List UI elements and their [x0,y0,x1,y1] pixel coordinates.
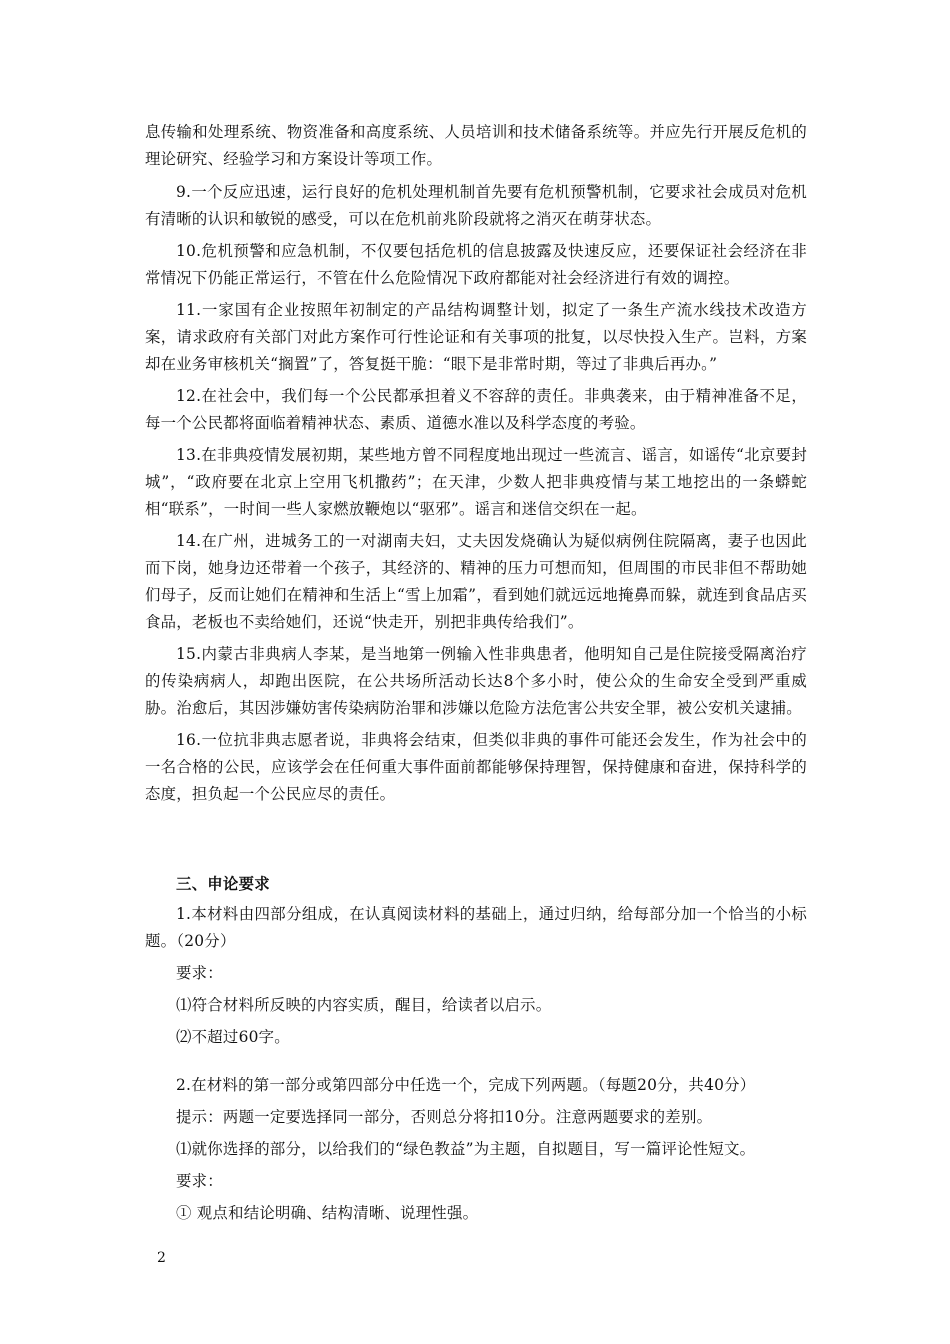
question-2-sub-1: ⑴就你选择的部分，以给我们的“绿色教益”为主题，自拟题目，写一篇评论性短文。 [176,1140,756,1158]
question-2-requirement-label: 要求： [176,1172,223,1190]
material-item-14: 14.在广州，进城务工的一对湖南夫妇，丈夫因发烧确认为疑似病例住院隔离，妻子也因此而下岗，她身边还带着一个孩子，其经济的、精神的压力可想而知，但周围的市民非但不帮助她们母子，反而让她们在精神和生活上“雪上加霜”，看到她们就远远地掩鼻而躲，就连到食品店买食品，老板也不卖给她们，还说“快走开，别把非典传给我们”。 [145,532,807,631]
material-item-13: 13.在非典疫情发展初期，某些地方曾不同程度地出现过一些流言、谣言，如谣传“北京要封城”，“政府要在北京上空用飞机撒药”；在天津，少数人把非典疫情与某工地挖出的一条蟒蛇相“联系”，一时间一些人家燃放鞭炮以“驱邪”。谣言和迷信交织在一起。 [145,446,807,518]
page-number: 2 [157,1250,166,1266]
material-item-12: 12.在社会中，我们每一个公民都承担着义不容辞的责任。非典袭来，由于精神准备不足，每一个公民都将面临着精神状态、素质、道德水准以及科学态度的考验。 [145,387,807,432]
material-item-11: 11.一家国有企业按照年初制定的产品结构调整计划，拟定了一条生产流水线技术改造方案，请求政府有关部门对此方案作可行性论证和有关事项的批复，以尽快投入生产。岂料，方案却在业务审核机关“搁置”了，答复挺干脆：“眼下是非常时期，等过了非典后再办。” [145,301,807,373]
question-2-requirement-1: ① 观点和结论明确、结构清晰、说理性强。 [176,1204,479,1222]
question-2-hint: 提示：两题一定要选择同一部分，否则总分将扣10分。注意两题要求的差别。 [176,1108,713,1126]
document-body [145,119,807,1232]
question-1: 1.本材料由四部分组成，在认真阅读材料的基础上，通过归纳，给每部分加一个恰当的小标题。（20分） [145,905,807,950]
spacer [145,1056,807,1072]
section-heading: 三、申论要求 [176,875,270,893]
continued-paragraph: 息传输和处理系统、物资准备和高度系统、人员培训和技术储备系统等。并应先行开展反危机的理论研究、经验学习和方案设计等项工作。 [145,123,807,168]
question-1-requirement-label: 要求： [176,964,223,982]
material-item-16: 16.一位抗非典志愿者说，非典将会结束，但类似非典的事件可能还会发生，作为社会中的一名合格的公民，应该学会在任何重大事件面前都能够保持理智，保持健康和奋进，保持科学的态度，担负起一个公民应尽的责任。 [145,731,807,803]
question-1-requirement-2: ⑵不超过60字。 [176,1028,290,1046]
material-item-15: 15.内蒙古非典病人李某，是当地第一例输入性非典患者，他明知自己是住院接受隔离治疗的传染病病人，却跑出医院，在公共场所活动长达8个多小时，使公众的生命安全受到严重威胁。治愈后，其因涉嫌妨害传染病防治罪和涉嫌以危险方法危害公共安全罪，被公安机关逮捕。 [145,645,807,717]
material-item-10: 10.危机预警和应急机制，不仅要包括危机的信息披露及快速反应，还要保证社会经济在非常情况下仍能正常运行，不管在什么危险情况下政府都能对社会经济进行有效的调控。 [145,242,807,287]
material-item-9: 9.一个反应迅速，运行良好的危机处理机制首先要有危机预警机制，它要求社会成员对危机有清晰的认识和敏锐的感受，可以在危机前兆阶段就将之消灭在萌芽状态。 [145,183,807,228]
question-1-requirement-1: ⑴符合材料所反映的内容实质，醒目，给读者以启示。 [176,996,552,1014]
question-2: 2.在材料的第一部分或第四部分中任选一个，完成下列两题。（每题20分，共40分） [176,1076,756,1094]
